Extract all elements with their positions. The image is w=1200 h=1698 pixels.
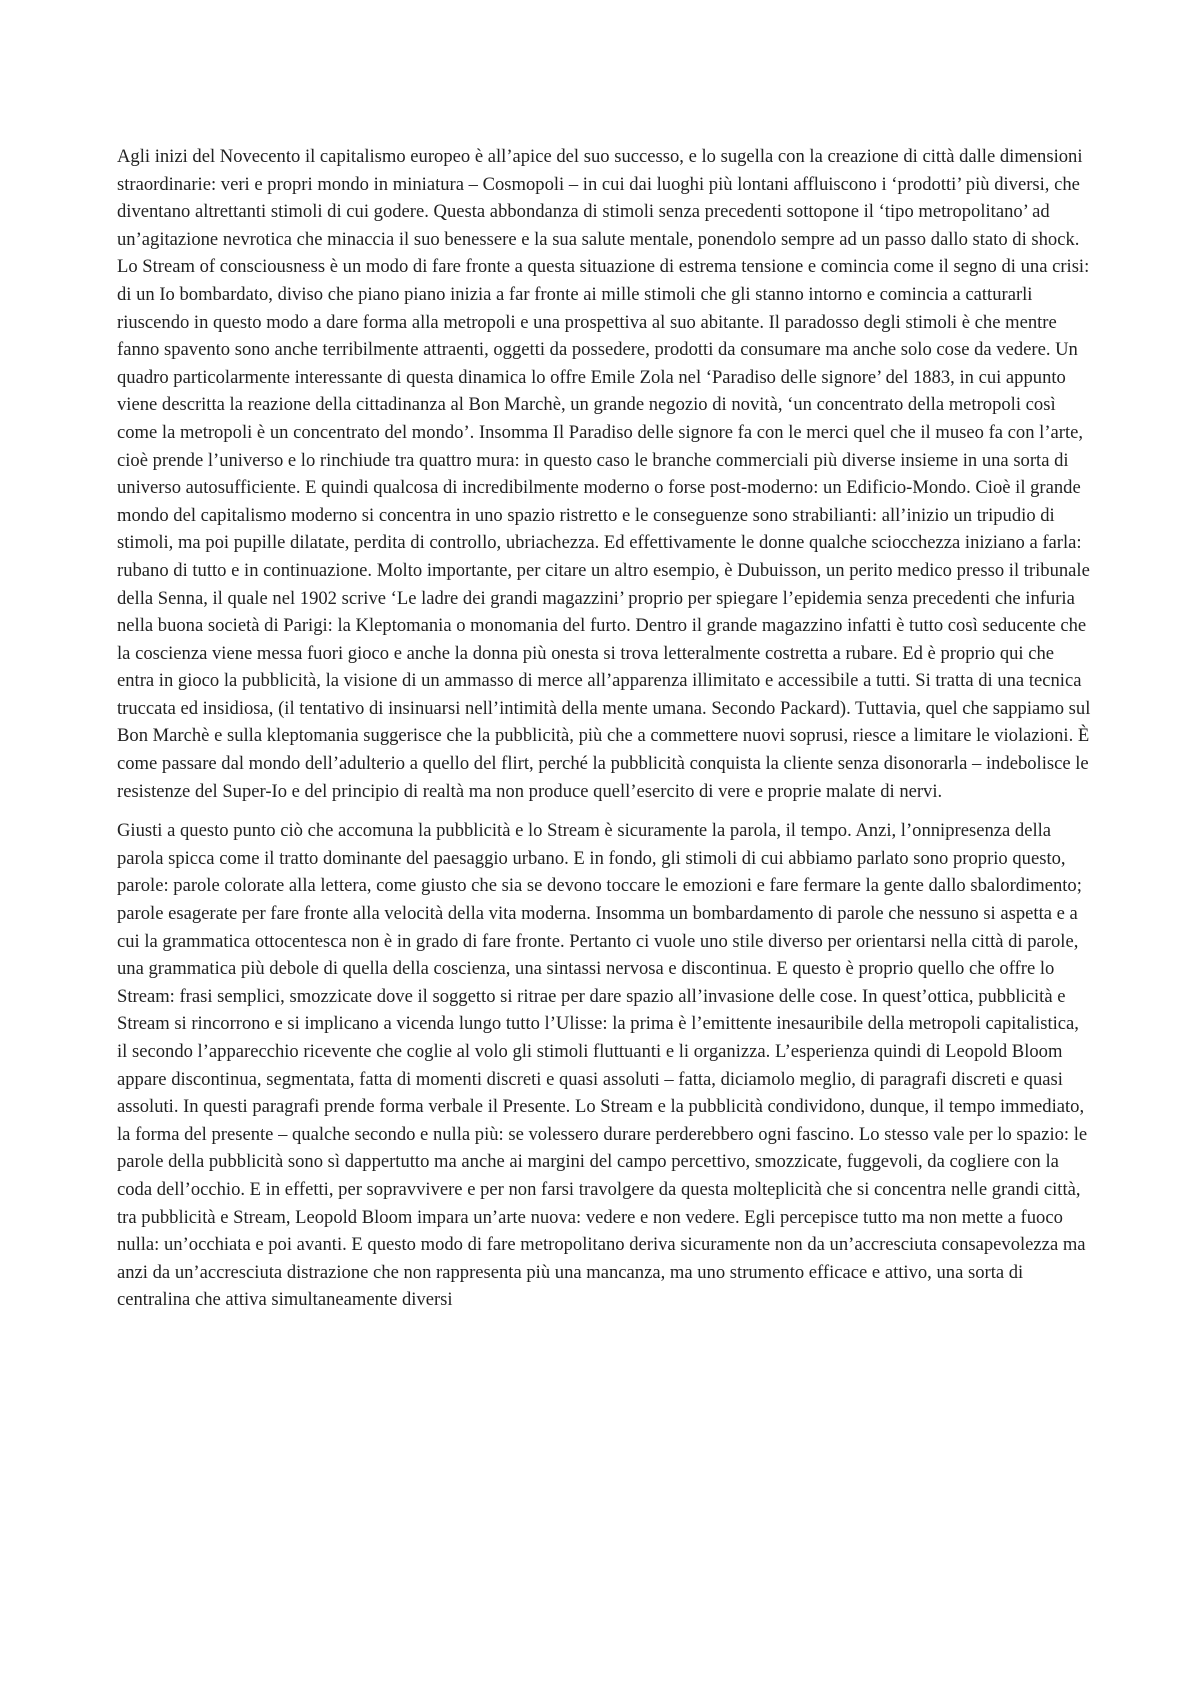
paragraph-advertising-stream: Giusti a questo punto ciò che accomuna la pubblicità e lo Stream è sicuramente la parola, il tempo. Anzi, l’onnipresenza della parola spicca come il tratto dominante del paesaggio urbano. E in fondo, gli stimoli di cui abbiamo parlato sono proprio questo, parole: parole colorate alla lettera, come giusto che sia se devono toccare le emozioni e fare fermare la gente dallo sbalordimento; parole esagerate per fare fronte alla velocità della vita moderna. Insomma un bombardamento di parole che nessuno si aspetta e a cui la grammatica ottocentesca non è in grado di fare fronte. Pertanto ci vuole uno stile diverso per orientarsi nella città di parole, una grammatica più debole di quella della coscienza, una sintassi nervosa e discontinua. E questo è proprio quello che offre lo Stream: frasi semplici, smozzicate dove il soggetto si ritrae per dare spazio all’invasione delle cose. In quest’ottica, pubblicità e Stream si rincorrono e si implicano a vicenda lungo tutto l’Ulisse: la prima è l’emittente inesauribile della metropoli capitalistica, il secondo l’apparecchio ricevente che coglie al volo gli stimoli fluttuanti e li organizza. L’esperienza quindi di Leopold Bloom appare discontinua, segmentata, fatta di momenti discreti e quasi assoluti – fatta, diciamolo meglio, di paragrafi discreti e quasi assoluti. In questi paragrafi prende forma verbale il Presente. Lo Stream e la pubblicità condividono, dunque, il tempo immediato, la forma del presente – qualche secondo e nulla più: se volessero durare perderebbero ogni fascino. Lo stesso vale per lo spazio: le parole della pubblicità sono sì dappertutto ma anche ai margini del campo percettivo, smozzicate, fuggevoli, da cogliere con la coda dell’occhio. E in effetti, per sopravvivere e per non farsi travolgere da questa molteplicità che si concentra nelle grandi città, tra pubblicità e Stream, Leopold Bloom impara un’arte nuova: vedere e non vedere. Egli percepisce tutto ma non mette a fuoco nulla: un’occhiata e poi avanti. E questo modo di fare metropolitano deriva sicuramente non da un’accresciuta consapevolezza ma anzi da un’accresciuta distrazione che non rappresenta più una mancanza, ma uno strumento efficace e attivo, una sorta di centralina che attiva simultaneamente diversi [117,820,1088,1311]
document-page [117,143,1092,1314]
paragraph-capitalism-metropolis: Agli inizi del Novecento il capitalismo europeo è all’apice del suo successo, e lo sugella con la creazione di città dalle dimensioni straordinarie: veri e propri mondo in miniatura – Cosmopoli – in cui dai luoghi più lontani affluiscono i ‘prodotti’ più diversi, che diventano altrettanti stimoli di cui godere. Questa abbondanza di stimoli senza precedenti sottopone il ‘tipo metropolitano’ ad un’agitazione nevrotica che minaccia il suo benessere e la sua salute mentale, ponendolo sempre ad un passo dallo stato di shock. Lo Stream of consciousness è un modo di fare fronte a questa situazione di estrema tensione e comincia come il segno di una crisi: di un Io bombardato, diviso che piano piano inizia a far fronte ai mille stimoli che gli stanno intorno e comincia a catturarli riuscendo in questo modo a dare forma alla metropoli e una prospettiva al suo abitante. Il paradosso degli stimoli è che mentre fanno spavento sono anche terribilmente attraenti, oggetti da possedere, prodotti da consumare ma anche solo cose da vedere. Un quadro particolarmente interessante di questa dinamica lo offre Emile Zola nel ‘Paradiso delle signore’ del 1883, in cui appunto viene descritta la reazione della cittadinanza al Bon Marchè, un grande negozio di novità, ‘un concentrato della metropoli così come la metropoli è un concentrato del mondo’. Insomma Il Paradiso delle signore fa con le merci quel che il museo fa con l’arte, cioè prende l’universo e lo rinchiude tra quattro mura: in questo caso le branche commerciali più diverse insieme in una sorta di universo autosufficiente. E quindi qualcosa di incredibilmente moderno o forse post-moderno: un Edificio-Mondo. Cioè il grande mondo del capitalismo moderno si concentra in uno spazio ristretto e le conseguenze sono strabilianti: all’inizio un tripudio di stimoli, ma poi pupille dilatate, perdita di controllo, ubriachezza. Ed effettivamente le donne qualche sciocchezza iniziano a farla: rubano di tutto e in continuazione. Molto importante, per citare un altro esempio, è Dubuisson, un perito medico presso il tribunale della Senna, il quale nel 1902 scrive ‘Le ladre dei grandi magazzini’ proprio per spiegare l’epidemia senza precedenti che infuria nella buona società di Parigi: la Kleptomania o monomania del furto. Dentro il grande magazzino infatti è tutto così seducente che la coscienza viene messa fuori gioco e anche la donna più onesta si trova letteralmente costretta a rubare. Ed è proprio qui che entra in gioco la pubblicità, la visione di un ammasso di merce all’apparenza illimitato e accessibile a tutti. Si tratta di una tecnica truccata ed insidiosa, (il tentativo di insinuarsi nell’intimità della mente umana. Secondo Packard). Tuttavia, quel che sappiamo sul Bon Marchè e sulla kleptomania suggerisce che la pubblicità, più che a commettere nuovi soprusi, riesce a limitare le violazioni. È come passare dal mondo dell’adulterio a quello del flirt, perché la pubblicità conquista la cliente senza disonorarla – indebolisce le resistenze del Super-Io e del principio di realtà ma non produce quell’esercito di vere e proprie malate di nervi. [117,146,1091,802]
